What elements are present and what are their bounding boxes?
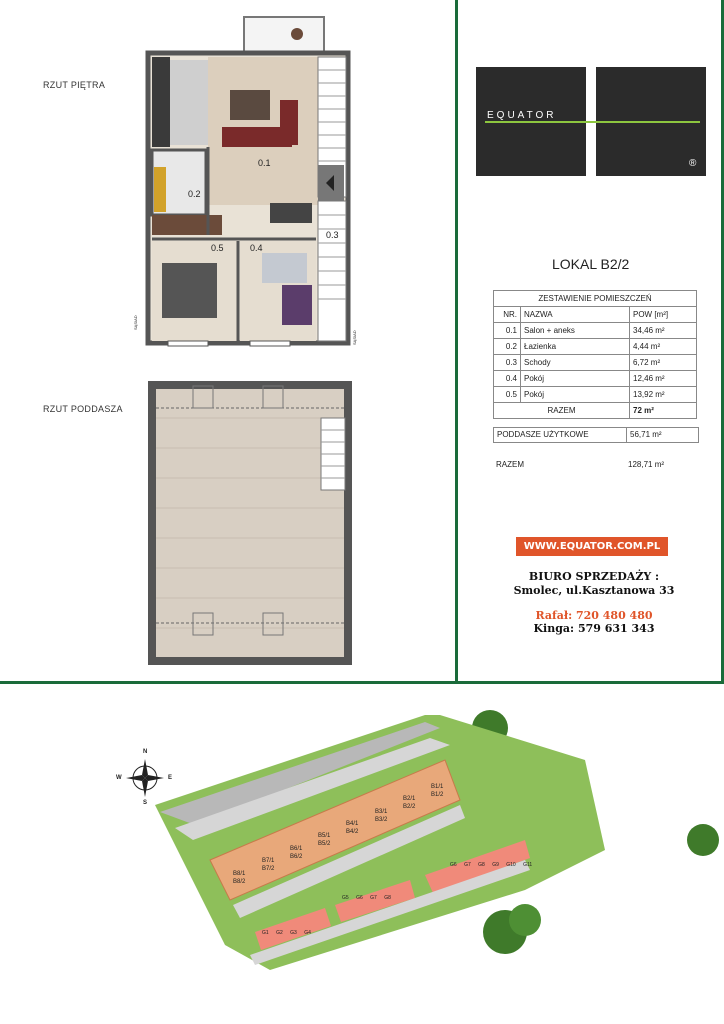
garage-row-left bbox=[262, 930, 311, 936]
garage-row-mid bbox=[342, 895, 391, 901]
row-nr: 0.4 bbox=[494, 371, 521, 387]
table-row bbox=[494, 323, 697, 339]
contact-kinga[interactable]: Kinga: 579 631 343 bbox=[533, 622, 655, 635]
brand-accent-line bbox=[485, 121, 700, 123]
row-pow: 4,44 m² bbox=[630, 339, 697, 355]
attic-area-value: 56,71 m² bbox=[630, 430, 662, 439]
table-total-row bbox=[494, 403, 697, 419]
compass-icon bbox=[122, 755, 168, 801]
col-name: NAZWA bbox=[521, 307, 630, 323]
row-pow: 34,46 m² bbox=[630, 323, 697, 339]
attic-area-label: PODDASZE UŻYTKOWE bbox=[494, 428, 627, 442]
floor-plan bbox=[140, 15, 360, 355]
room-label-0-2: 0.2 bbox=[188, 189, 201, 199]
room-label-0-3: 0.3 bbox=[326, 230, 339, 240]
row-name: Salon + aneks bbox=[521, 323, 630, 339]
attic-plan bbox=[145, 378, 357, 668]
garage-label: G9 bbox=[492, 862, 499, 868]
row-name: Pokój bbox=[521, 387, 630, 403]
razem-label: RAZEM bbox=[494, 403, 630, 419]
col-nr: NR. bbox=[494, 307, 521, 323]
garage-label: G4 bbox=[304, 930, 311, 936]
floor-plan-label: RZUT PIĘTRA bbox=[43, 80, 106, 90]
table-row bbox=[494, 355, 697, 371]
compass-south: S bbox=[143, 800, 148, 806]
site-unit-label: B4/1 B4/2 bbox=[346, 821, 359, 835]
neighbour-left-label: SĄSIAD bbox=[133, 315, 138, 330]
razem-value: 72 m² bbox=[630, 403, 697, 419]
row-pow: 13,92 m² bbox=[630, 387, 697, 403]
garage-label: G3 bbox=[290, 930, 297, 936]
sales-address: Smolec, ul.Kasztanowa 33 bbox=[513, 584, 675, 597]
compass-north: N bbox=[143, 749, 148, 755]
garage-label: G2 bbox=[276, 930, 283, 936]
grand-total-value: 128,71 m² bbox=[628, 460, 665, 469]
grand-total-label: RAZEM bbox=[496, 460, 524, 469]
site-unit-label: B1/1 B1/2 bbox=[431, 784, 444, 798]
website-link[interactable]: WWW.EQUATOR.COM.PL bbox=[516, 537, 668, 556]
site-unit-label: B8/1 B8/2 bbox=[233, 871, 246, 885]
compass-west: W bbox=[116, 775, 122, 781]
row-pow: 6,72 m² bbox=[630, 355, 697, 371]
compass-east: E bbox=[168, 775, 173, 781]
row-nr: 0.5 bbox=[494, 387, 521, 403]
site-unit-label: B2/1 B2/2 bbox=[403, 796, 416, 810]
site-unit-label: B6/1 B6/2 bbox=[290, 846, 303, 860]
neighbour-right-label: SĄSIAD bbox=[352, 330, 357, 345]
row-pow: 12,46 m² bbox=[630, 371, 697, 387]
garage-label: G8 bbox=[384, 895, 391, 901]
garage-label: G8 bbox=[478, 862, 485, 868]
garage-label: G5 bbox=[342, 895, 349, 901]
vertical-divider bbox=[455, 0, 458, 684]
table-row bbox=[494, 371, 697, 387]
site-plan bbox=[105, 700, 724, 1020]
site-unit-label: B3/1 B3/2 bbox=[375, 809, 388, 823]
col-pow: POW [m²] bbox=[630, 307, 697, 323]
attic-plan-label: RZUT PODDASZA bbox=[43, 404, 123, 414]
row-name: Pokój bbox=[521, 371, 630, 387]
garage-label: G11 bbox=[523, 862, 533, 868]
registered-mark: ® bbox=[689, 158, 697, 169]
row-nr: 0.3 bbox=[494, 355, 521, 371]
table-title: ZESTAWIENIE POMIESZCZEŃ bbox=[494, 291, 697, 307]
garage-label: G10 bbox=[506, 862, 516, 868]
garage-label: G7 bbox=[464, 862, 471, 868]
garage-row-right bbox=[450, 862, 532, 868]
contact-rafal[interactable]: Rafał: 720 480 480 bbox=[535, 609, 653, 622]
row-nr: 0.1 bbox=[494, 323, 521, 339]
row-nr: 0.2 bbox=[494, 339, 521, 355]
table-row bbox=[494, 339, 697, 355]
horizontal-divider bbox=[0, 681, 724, 684]
rooms-table bbox=[493, 290, 697, 419]
garage-label: G6 bbox=[356, 895, 363, 901]
row-name: Łazienka bbox=[521, 339, 630, 355]
garage-label: G1 bbox=[262, 930, 269, 936]
site-unit-label: B5/1 B5/2 bbox=[318, 833, 331, 847]
room-label-0-5: 0.5 bbox=[211, 243, 224, 253]
room-label-0-4: 0.4 bbox=[250, 243, 263, 253]
table-row bbox=[494, 387, 697, 403]
row-name: Schody bbox=[521, 355, 630, 371]
unit-title: LOKAL B2/2 bbox=[552, 256, 630, 272]
sales-office-title: BIURO SPRZEDAŻY : bbox=[528, 570, 660, 583]
room-label-0-1: 0.1 bbox=[258, 158, 271, 168]
garage-label: G6 bbox=[450, 862, 457, 868]
garage-label: G7 bbox=[370, 895, 377, 901]
brand-name: EQUATOR bbox=[487, 110, 557, 121]
site-unit-label: B7/1 B7/2 bbox=[262, 858, 275, 872]
attic-area-row bbox=[493, 427, 699, 443]
